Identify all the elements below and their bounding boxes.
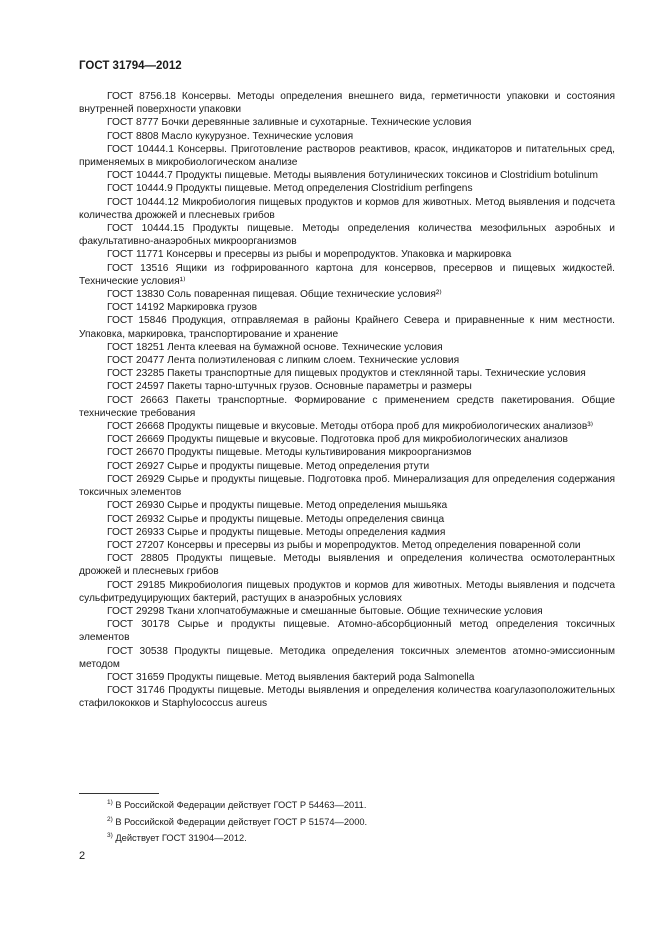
reference-entry: ГОСТ 13516 Ящики из гофрированного картона для консервов, пресервов и пищевых жидкостей. Технические условия¹⁾: [79, 262, 615, 287]
reference-entry: ГОСТ 26930 Сырье и продукты пищевые. Метод определения мышьяка: [107, 500, 448, 512]
reference-entry: ГОСТ 26669 Продукты пищевые и вкусовые. Подготовка проб для микробиологических анализов: [107, 434, 568, 446]
standards-list: [79, 90, 615, 711]
reference-entry: ГОСТ 10444.15 Продукты пищевые. Методы определения количества мезофильных аэробных и факультативно-анаэробных микроорганизмов: [79, 223, 615, 248]
reference-entry: ГОСТ 30178 Сырье и продукты пищевые. Атомно-абсорбционный метод определения токсичных элементов: [79, 619, 615, 644]
reference-entry: ГОСТ 31659 Продукты пищевые. Метод выявления бактерий рода Salmonella: [107, 671, 475, 683]
reference-entry: ГОСТ 18251 Лента клеевая на бумажной основе. Технические условия: [107, 341, 443, 353]
reference-entry: ГОСТ 23285 Пакеты транспортные для пищевых продуктов и стеклянной тары. Технические условия: [107, 368, 586, 380]
reference-entry: ГОСТ 10444.1 Консервы. Приготовление растворов реактивов, красок, индикаторов и питательных сред, применяемых в микробиологическом анализе: [79, 143, 615, 169]
reference-entry: ГОСТ 29298 Ткани хлопчатобумажные и смешанные бытовые. Общие технические условия: [107, 605, 543, 617]
footnote-mark: 3): [107, 831, 113, 839]
footnotes: [107, 797, 367, 847]
reference-entry: ГОСТ 29185 Микробиология пищевых продуктов и кормов для животных. Методы выявления и подсчета сульфитредуцирующих бактерий, растущих в анаэробных условиях: [79, 579, 615, 604]
reference-entry: ГОСТ 26668 Продукты пищевые и вкусовые. Методы отбора проб для микробиологических анализов³⁾: [107, 421, 594, 433]
reference-entry: ГОСТ 26929 Сырье и продукты пищевые. Подготовка проб. Минерализация для определения содержания токсичных элементов: [79, 473, 615, 499]
reference-entry: ГОСТ 26663 Пакеты транспортные. Формирование с применением средств пакетирования. Общие технические требования: [79, 394, 615, 419]
reference-entry: ГОСТ 20477 Лента полиэтиленовая с липким слоем. Технические условия: [107, 355, 460, 367]
reference-entry: ГОСТ 8777 Бочки деревянные заливные и сухотарные. Технические условия: [107, 117, 472, 129]
reference-entry: ГОСТ 15846 Продукция, отправляемая в районы Крайнего Севера и приравненные к ним местности. Упаковка, маркировка, транспортирование и хранение: [79, 315, 615, 340]
reference-entry: ГОСТ 30538 Продукты пищевые. Методика определения токсичных элементов атомно-эмиссионным методом: [79, 645, 615, 670]
reference-entry: ГОСТ 10444.9 Продукты пищевые. Метод определения Clostridium perfingens: [107, 183, 473, 195]
reference-entry: ГОСТ 26670 Продукты пищевые. Методы культивирования микроорганизмов: [107, 447, 472, 459]
reference-entry: ГОСТ 14192 Маркировка грузов: [107, 302, 258, 314]
footnote-mark: 1): [107, 798, 113, 806]
footnote: [107, 814, 367, 831]
reference-entry: ГОСТ 13830 Соль поваренная пищевая. Общие технические условия²⁾: [107, 289, 442, 301]
footnote-separator: [79, 793, 159, 794]
footnote-mark: 2): [107, 815, 113, 823]
reference-entry: ГОСТ 24597 Пакеты тарно-штучных грузов. Основные параметры и размеры: [107, 381, 472, 393]
reference-entry: ГОСТ 10444.7 Продукты пищевые. Методы выявления ботулинических токсинов и Clostridium botulinum: [107, 170, 598, 182]
footnote-text: В Российской Федерации действует ГОСТ Р 51574—2000.: [115, 816, 368, 827]
reference-entry: ГОСТ 11771 Консервы и пресервы из рыбы и морепродуктов. Упаковка и маркировка: [107, 249, 512, 261]
reference-entry: ГОСТ 26932 Сырье и продукты пищевые. Методы определения свинца: [107, 513, 445, 525]
reference-entry: ГОСТ 8808 Масло кукурузное. Технические условия: [107, 130, 354, 142]
reference-entry: ГОСТ 28805 Продукты пищевые. Методы выявления и определения количества осмотолерантных дрожжей и плесневых грибов: [79, 553, 615, 578]
footnote-text: В Российской Федерации действует ГОСТ Р 54463—2011.: [115, 800, 367, 810]
reference-entry: ГОСТ 31746 Продукты пищевые. Методы выявления и определения количества коагулазоположительных стафилококков и Staphylococcus aureus: [79, 685, 615, 710]
footnote: [107, 830, 367, 847]
footnote: [107, 797, 367, 814]
reference-entry: ГОСТ 26927 Сырье и продукты пищевые. Метод определения ртути: [107, 460, 430, 472]
reference-entry: ГОСТ 26933 Сырье и продукты пищевые. Методы определения кадмия: [107, 526, 446, 538]
page-number: 2: [79, 850, 86, 862]
reference-entry: ГОСТ 10444.12 Микробиология пищевых продуктов и кормов для животных. Метод выявления и подсчета количества дрожжей и плесневых грибов: [79, 196, 615, 221]
reference-entry: ГОСТ 8756.18 Консервы. Методы определения внешнего вида, герметичности упаковки и состояния внутренней поверхности упаковки: [79, 91, 615, 116]
document-header: ГОСТ 31794—2012: [79, 60, 182, 72]
reference-entry: ГОСТ 27207 Консервы и пресервы из рыбы и морепродуктов. Метод определения поваренной соли: [107, 539, 581, 551]
footnote-text: Действует ГОСТ 31904—2012.: [115, 833, 247, 843]
